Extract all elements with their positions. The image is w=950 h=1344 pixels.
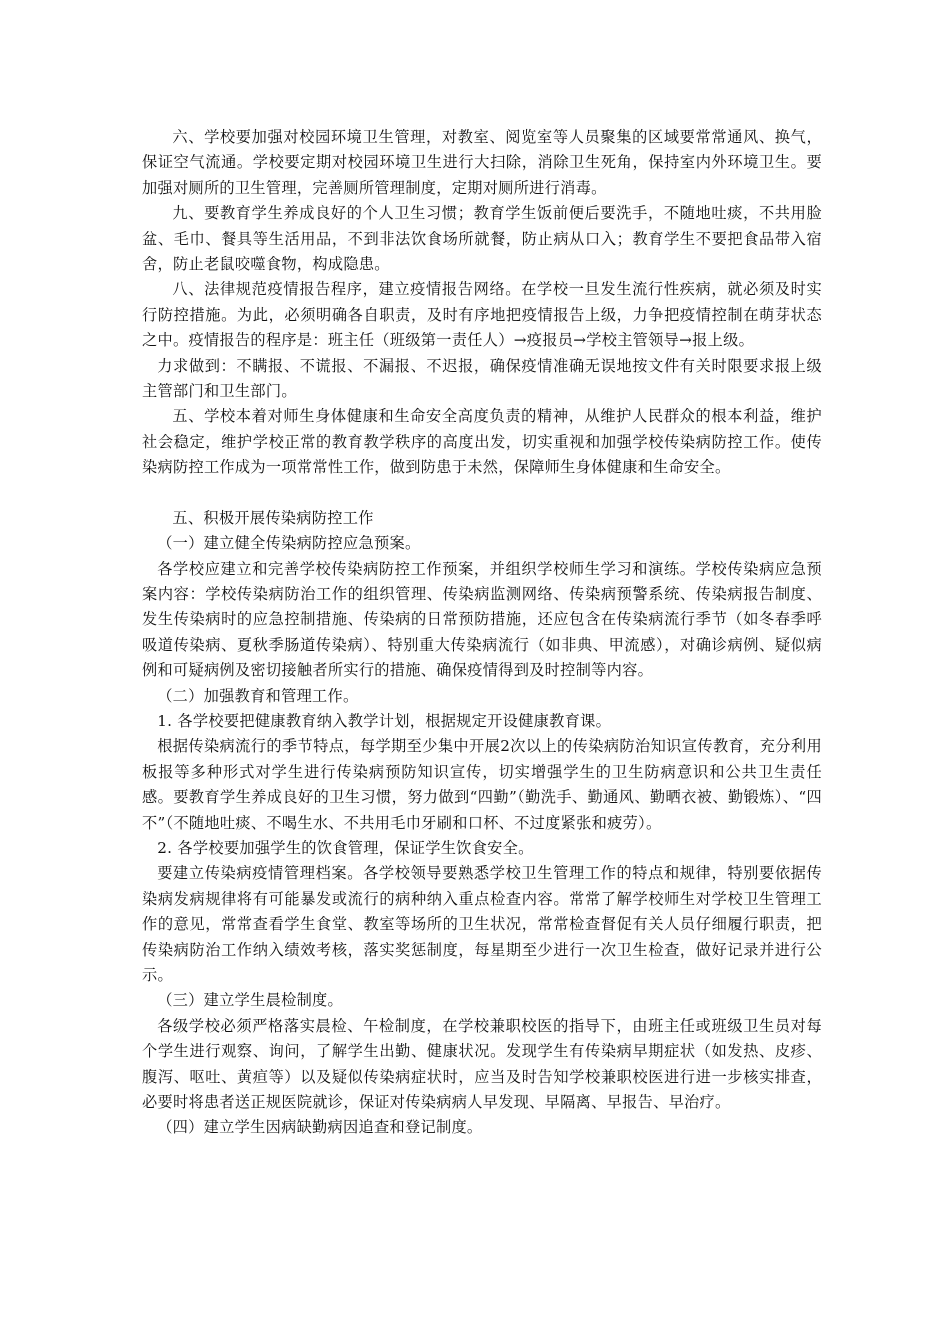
list-item-food-safety: 2. 各学校要加强学生的饮食管理，保证学生饮食安全。	[157, 838, 534, 857]
list-item-health-education: 1. 各学校要把健康教育纳入教学计划，根据规定开设健康教育课。	[157, 711, 612, 730]
section-heading-prevention: 五、积极开展传染病防控工作	[172, 508, 374, 527]
subheading-education-management: （二）加强教育和管理工作。	[157, 686, 359, 705]
paragraph-epidemic-archive: 要建立传染病疫情管理档案。各学校领导要熟悉学校卫生管理工作的特点和规律，特别要依据传染病发病规律将有可能暴发或流行的病种纳入重点检查内容。常常了解学校师生对学校卫生管理工作的意见，常常查看学生食堂、教室等场所的卫生状况，常常检查督促有关人员仔细履行职责，把传染病防治工作纳入绩效考核，落实奖惩制度，每星期至少进行一次卫生检查，做好记录并进行公示。	[142, 864, 822, 984]
paragraph-reporting-requirements: 力求做到：不瞒报、不谎报、不漏报、不迟报，确保疫情准确无误地按文件有关时限要求报上级主管部门和卫生部门。	[142, 356, 822, 401]
paragraph-seasonal-education: 根据传染病流行的季节特点，每学期至少集中开展2次以上的传染病防治知识宣传教育，充分利用板报等多种形式对学生进行传染病预防知识宣传，切实增强学生的卫生防病意识和公共卫生责任感。要教育学生养成良好的卫生习惯，努力做到“四勤”（勤洗手、勤通风、勤晒衣被、勤锻炼）、“四不”（不随地吐痰、不喝生水、不共用毛巾牙刷和口杯、不过度紧张和疲劳）。	[142, 737, 822, 832]
paragraph-emergency-plan: 各学校应建立和完善学校传染病防控工作预案，并组织学校师生学习和演练。学校传染病应急预案内容：学校传染病防治工作的组织管理、传染病监测网络、传染病预警系统、传染病报告制度、发生传染病时的应急控制措施、传染病的日常预防措施，还应包含在传染病流行季节（如冬春季呼吸道传染病、夏秋季肠道传染病）、特别重大传染病流行（如非典、甲流感），对确诊病例、疑似病例和可疑病例及密切接触者所实行的措施、确保疫情得到及时控制等内容。	[142, 559, 822, 680]
subheading-absence-tracking: （四）建立学生因病缺勤病因追查和登记制度。	[157, 1118, 483, 1137]
section-spacer	[142, 481, 822, 506]
document-body	[142, 125, 822, 1141]
paragraph-morning-check: 各级学校必须严格落实晨检、午检制度，在学校兼职校医的指导下，由班主任或班级卫生员对每个学生进行观察、询问，了解学生出勤、健康状况。发现学生有传染病早期症状（如发热、皮疹、腹泻、呕吐、黄疸等）以及疑似传染病症状时，应当及时告知学校兼职校医进行进一步核实排查，必要时将患者送正规医院就诊，保证对传染病病人早发现、早隔离、早报告、早治疗。	[142, 1016, 822, 1112]
subheading-morning-check: （三）建立学生晨检制度。	[157, 991, 344, 1010]
paragraph-epidemic-reporting: 八、法律规范疫情报告程序，建立疫情报告网络。在学校一旦发生流行性疾病，就必须及时实行防控措施。为此，必须明确各自职责，及时有序地把疫情报告上级，力争把疫情控制在萌芽状态之中。疫情报告的程序是：班主任（班级第一责任人）→疫报员→学校主管领导→报上级。	[142, 280, 822, 350]
paragraph-personal-hygiene: 九、要教育学生养成良好的个人卫生习惯；教育学生饭前便后要洗手，不随地吐痰，不共用脸盆、毛巾、餐具等生活用品，不到非法饮食场所就餐，防止病从口入；教育学生不要把食品带入宿舍，防止老鼠咬噬食物，构成隐患。	[142, 204, 822, 274]
subheading-emergency-plan: （一）建立健全传染病防控应急预案。	[157, 534, 421, 553]
paragraph-environment-hygiene: 六、学校要加强对校园环境卫生管理，对教室、阅览室等人员聚集的区域要常常通风、换气，保证空气流通。学校要定期对校园环境卫生进行大扫除，消除卫生死角，保持室内外环境卫生。要加强对厕所的卫生管理，完善厕所管理制度，定期对厕所进行消毒。	[142, 128, 822, 197]
paragraph-school-responsibility: 五、学校本着对师生身体健康和生命安全高度负责的精神，从维护人民群众的根本利益，维护社会稳定，维护学校正常的教育教学秩序的高度出发，切实重视和加强学校传染病防控工作。使传染病防控工作成为一项常常性工作，做到防患于未然，保障师生身体健康和生命安全。	[142, 407, 822, 477]
